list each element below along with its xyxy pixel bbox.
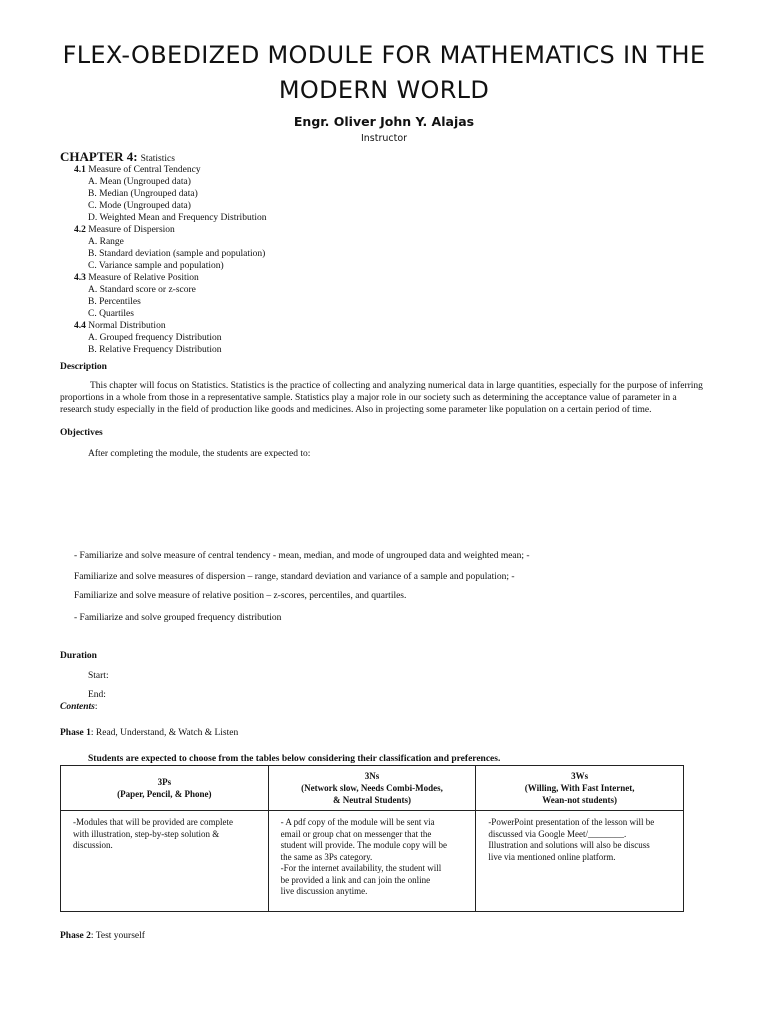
- toc-section-number: 4.1: [74, 165, 86, 175]
- description-heading: Description: [60, 362, 107, 372]
- objectives-heading: Objectives: [60, 428, 103, 438]
- column-title: 3Ws: [571, 771, 589, 781]
- cell-line: -Modules that will be provided are complete: [73, 817, 233, 827]
- toc-item: C. Variance sample and population): [88, 261, 224, 271]
- toc-item: B. Standard deviation (sample and population): [88, 249, 266, 259]
- duration-heading: Duration: [60, 651, 97, 661]
- cell-line: discussed via Google Meet/________.: [488, 828, 627, 839]
- toc-section-title: Measure of Central Tendency: [88, 165, 201, 175]
- objectives-intro: After completing the module, the students are expected to:: [88, 449, 311, 459]
- contents-colon: :: [94, 702, 98, 712]
- table-cell: [61, 811, 269, 912]
- cell-line: -For the internet availability, the student will: [280, 863, 442, 873]
- cell-line: email or group chat on messenger that the: [280, 828, 432, 839]
- toc-section: [74, 164, 474, 176]
- column-title: 3Ns: [364, 771, 380, 781]
- cell-line: live via mentioned online platform.: [488, 851, 616, 862]
- cell-line: Illustration and solutions will also be discuss: [488, 840, 650, 850]
- phase1-text: : Read, Understand, & Watch & Listen: [90, 728, 239, 738]
- toc-item: A. Range: [88, 237, 124, 247]
- table-header-row: [61, 766, 684, 811]
- column-header: [61, 766, 269, 811]
- toc-section: [74, 320, 474, 332]
- toc-item: A. Mean (Ungrouped data): [88, 177, 191, 187]
- column-subtitle: (Network slow, Needs Combi-Modes,: [301, 783, 443, 793]
- toc-section-title: Measure of Dispersion: [88, 225, 175, 235]
- objective-item: - Familiarize and solve grouped frequency distribution: [74, 613, 282, 623]
- toc-section-number: 4.3: [74, 273, 86, 283]
- toc-item: C. Mode (Ungrouped data): [88, 201, 191, 211]
- cell-line: with illustration, step-by-step solution &: [73, 828, 220, 839]
- toc-item: B. Median (Ungrouped data): [88, 189, 198, 199]
- toc-section: [74, 224, 474, 236]
- table-row: [61, 811, 684, 912]
- module-title: FLEX-OBEDIZED MODULE FOR MATHEMATICS IN THE MODERN WORLD: [62, 41, 706, 104]
- cell-line: - A pdf copy of the module will be sent via: [280, 817, 435, 827]
- toc-section-number: 4.4: [74, 321, 86, 331]
- cell-line: live discussion anytime.: [280, 886, 368, 896]
- column-header: [268, 766, 476, 811]
- objective-item: Familiarize and solve measure of relative position – z-scores, percentiles, and quartiles.: [74, 591, 407, 601]
- cell-line: be provided a link and can join the online: [280, 874, 431, 885]
- objective-item: Familiarize and solve measures of dispersion – range, standard deviation and variance of a sample and population; -: [74, 572, 515, 582]
- column-subtitle: (Willing, With Fast Internet,: [524, 783, 635, 793]
- column-title: 3Ps: [157, 777, 172, 787]
- phase1-label: Phase 1: [60, 728, 91, 738]
- toc-item: D. Weighted Mean and Frequency Distribution: [88, 213, 267, 223]
- toc-section-title: Measure of Relative Position: [88, 273, 199, 283]
- cell-line: student will provide. The module copy will be: [280, 840, 447, 850]
- author-role: Instructor: [360, 133, 408, 144]
- phase2-label: Phase 2: [60, 931, 91, 941]
- chapter-label: CHAPTER 4:: [60, 149, 138, 164]
- column-subtitle: & Neutral Students): [332, 795, 411, 805]
- cell-line: -PowerPoint presentation of the lesson will be: [488, 817, 655, 827]
- column-subtitle: (Paper, Pencil, & Phone): [117, 789, 212, 799]
- toc-item: B. Percentiles: [88, 297, 141, 307]
- objective-item: - Familiarize and solve measure of central tendency - mean, median, and mode of ungrouped data and weighted mean; -: [74, 551, 530, 561]
- column-subtitle: Wean-not students): [542, 795, 618, 805]
- phase2-heading: [60, 931, 145, 941]
- phase1-instruction: Students are expected to choose from the tables below considering their classification and preferences.: [88, 754, 501, 764]
- toc-section-number: 4.2: [74, 225, 86, 235]
- phase1-heading: [60, 728, 238, 738]
- toc-item: A. Standard score or z-score: [88, 285, 196, 295]
- phase2-text: : Test yourself: [90, 931, 145, 941]
- table-cell: [476, 811, 684, 912]
- toc-section: [74, 272, 474, 284]
- toc-section-title: Normal Distribution: [88, 321, 166, 331]
- contents-heading: [60, 702, 98, 712]
- table-of-contents: [74, 164, 474, 356]
- duration-end: End:: [88, 690, 106, 700]
- chapter-topic: Statistics: [140, 154, 175, 164]
- cell-line: the same as 3Ps category.: [280, 851, 373, 862]
- author-name: Engr. Oliver John Y. Alajas: [293, 114, 475, 129]
- cell-line: discussion.: [73, 840, 113, 850]
- contents-label: Contents: [60, 702, 95, 712]
- toc-item: B. Relative Frequency Distribution: [88, 345, 222, 355]
- table-cell: [268, 811, 476, 912]
- description-text: This chapter will focus on Statistics. Statistics is the practice of collecting and analyzing numerical data in large quantities, especially for the purpose of inferring proportions in a whole from those in a representative sample. Statistics play a major role in our society such as determining the acceptance value of parameter in a research study especially in the field of production like goods and medicines. Also in projecting some parameter like population on a certain period of time.: [60, 381, 703, 415]
- learning-modality-table: [60, 765, 684, 912]
- duration-start: Start:: [88, 671, 109, 681]
- toc-item: A. Grouped frequency Distribution: [88, 333, 222, 343]
- column-header: [476, 766, 684, 811]
- toc-item: C. Quartiles: [88, 309, 134, 319]
